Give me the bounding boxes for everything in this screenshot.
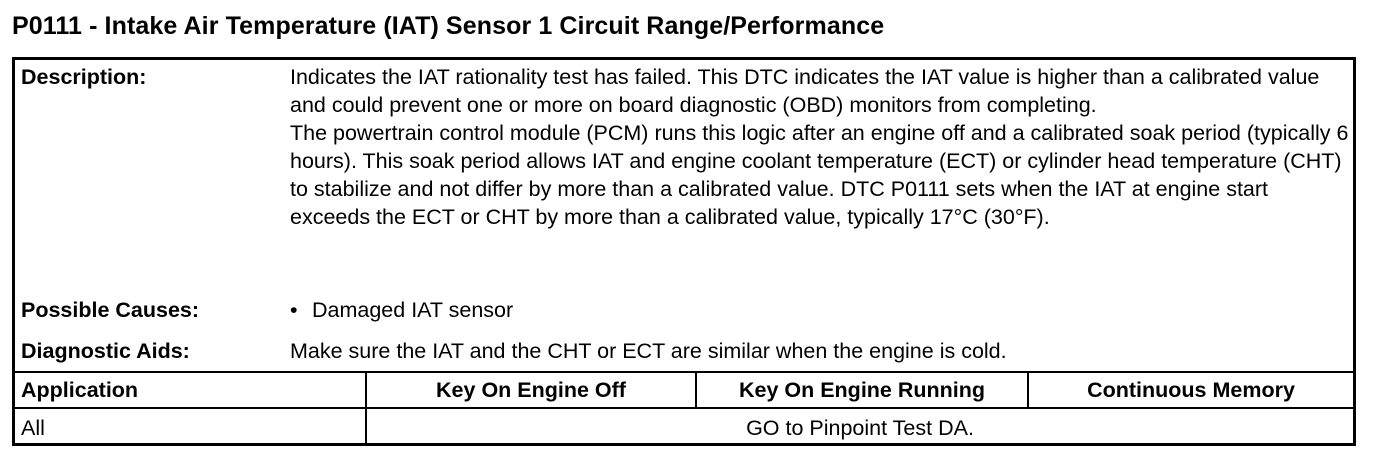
table-header-application: Application [21, 378, 139, 402]
list-item [290, 296, 1354, 324]
table-header-koeo: Key On Engine Off [436, 378, 626, 402]
possible-causes-label: Possible Causes: [21, 298, 200, 322]
possible-causes-list [290, 296, 1354, 324]
table-header-continuous-memory: Continuous Memory [1087, 378, 1295, 402]
diagnostic-aids-row [15, 337, 1353, 369]
description-paragraph: Indicates the IAT rationality test has failed. This DTC indicates the IAT value is higher than a calibrated value and could prevent one or more on board diagnostic (OBD) monitors from completing. [290, 65, 1320, 117]
description-label: Description: [21, 65, 147, 89]
table-cell-action: GO to Pinpoint Test DA. [746, 416, 974, 440]
diagnostic-aids-text: Make sure the IAT and the CHT or ECT are similar when the engine is cold. [290, 339, 1007, 363]
description-text [290, 63, 1354, 231]
description-row [15, 63, 1353, 293]
dtc-info-box [12, 57, 1356, 446]
possible-causes-row [15, 296, 1353, 328]
page-title: P0111 - Intake Air Temperature (IAT) Sensor 1 Circuit Range/Performance [12, 12, 885, 40]
bullet-icon: • [290, 298, 298, 322]
description-paragraph: The powertrain control module (PCM) runs this logic after an engine off and a calibrated soak period (typically 6 hours). This soak period allows IAT and engine coolant temperature (ECT) or cylinder head temperature (CHT) to stabilize and not differ by more than a calibrated value. DTC P0111 sets when the IAT at engine start exceeds the ECT or CHT by more than a calibrated value, typically 17°C (30°F). [290, 121, 1349, 229]
table-header-koer: Key On Engine Running [738, 378, 986, 402]
cause-text: Damaged IAT sensor [312, 298, 514, 322]
table-cell-application: All [21, 416, 45, 440]
diagnostic-aids-label: Diagnostic Aids: [21, 339, 190, 363]
